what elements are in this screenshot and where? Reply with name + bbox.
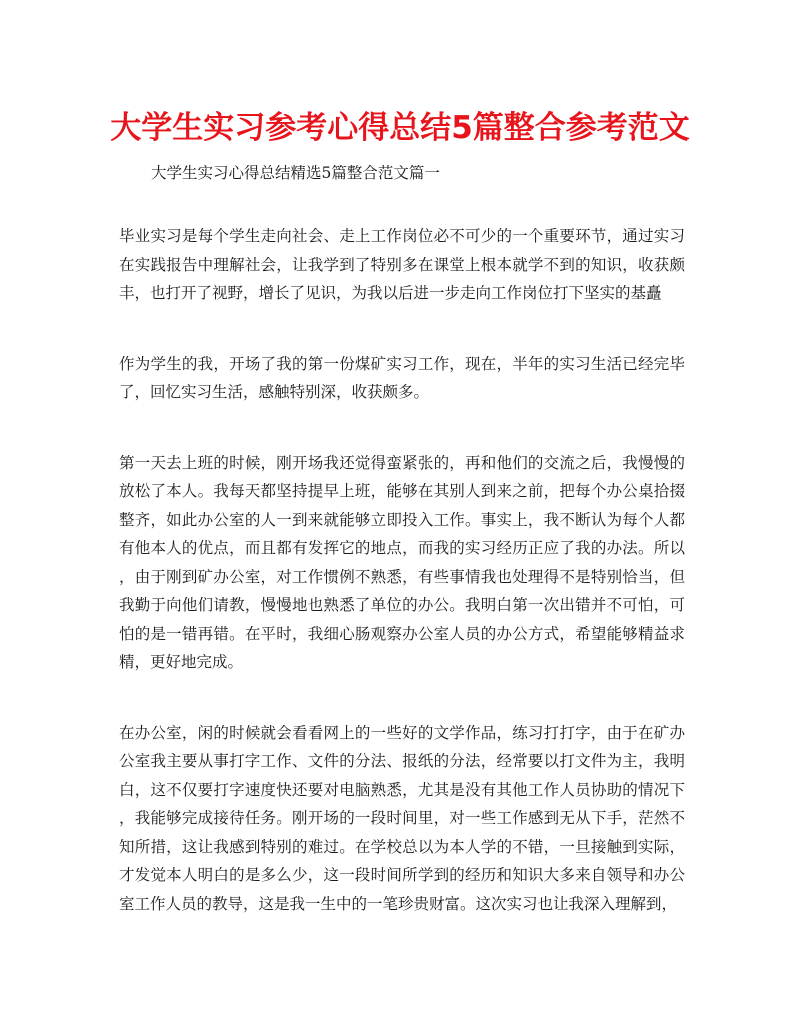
document-body	[119, 222, 685, 960]
paragraph-line: 知所措，这让我感到特别的难过。在学校总以为本人学的不错，一旦接触到实际，	[119, 837, 685, 856]
paragraph-line: 在实践报告中理解社会，让我学到了特别多在课堂上根本就学不到的知识，收获颇	[119, 255, 685, 274]
paragraph-line: 第一天去上班的时候，刚开场我还觉得蛮紧张的，再和他们的交流之后，我慢慢的	[119, 453, 685, 472]
paragraph	[119, 449, 685, 677]
paragraph-line: 了，回忆实习生活，感触特别深，收获颇多。	[119, 383, 430, 401]
paragraph-line: ，由于刚到矿办公室，对工作惯例不熟悉，有些事情我也处理得不是特别恰当，但	[119, 567, 685, 586]
paragraph-line: 毕业实习是每个学生走向社会、走上工作岗位必不可少的一个重要环节，通过实习	[119, 227, 685, 245]
paragraph-line: 才发觉本人明白的是多么少，这一段时间所学到的经历和知识大多来自领导和办公	[119, 866, 685, 884]
paragraph-line: ，我能够完成接待任务。刚开场的一段时间里，对一些工作感到无从下手，茫然不	[119, 809, 685, 827]
paragraph-line: 白，这不仅要打字速度快还要对电脑熟悉，尤其是没有其他工作人员协助的情况下	[119, 780, 685, 799]
document-subtitle: 大学生实习心得总结精选5篇整合范文篇一	[151, 164, 440, 182]
paragraph-line: 放松了本人。我每天都坚持提早上班，能够在其别人到来之前，把每个办公桌拾掇	[119, 482, 685, 500]
paragraph-line: 我勤于向他们请教，慢慢地也熟悉了单位的办公。我明白第一次出错并不可怕，可	[119, 596, 685, 614]
paragraph-line: 精，更好地完成。	[119, 653, 244, 671]
document-title: 大学生实习参考心得总结5篇整合参考范文	[110, 110, 690, 146]
paragraph-line: 在办公室，闲的时候就会看看网上的一些好的文学作品，练习打打字，由于在矿办	[119, 723, 685, 742]
paragraph	[119, 222, 685, 308]
paragraph-line: 丰，也打开了视野，增长了见识，为我以后进一步走向工作岗位打下坚实的基矗	[119, 284, 662, 302]
paragraph	[119, 350, 685, 407]
paragraph-line: 整齐，如此办公室的人一到来就能够立即投入工作。事实上，我不断认为每个人都	[119, 510, 685, 529]
paragraph	[119, 719, 685, 919]
paragraph-line: 室工作人员的教导，这是我一生中的一笔珍贵财富。这次实习也让我深入理解到，	[119, 894, 678, 913]
paragraph-line: 有他本人的优点，而且都有发挥它的地点，而我的实习经历正应了我的办法。所以	[119, 539, 685, 557]
paragraph-line: 作为学生的我，开场了我的第一份煤矿实习工作，现在，半年的实习生活已经完毕	[119, 354, 685, 373]
paragraph-line: 公室我主要从事打字工作、文件的分法、报纸的分法，经常要以打文件为主，我明	[119, 752, 685, 770]
paragraph-line: 怕的是一错再错。在平时，我细心肠观察办公室人员的办公方式，希望能够精益求	[119, 624, 685, 643]
